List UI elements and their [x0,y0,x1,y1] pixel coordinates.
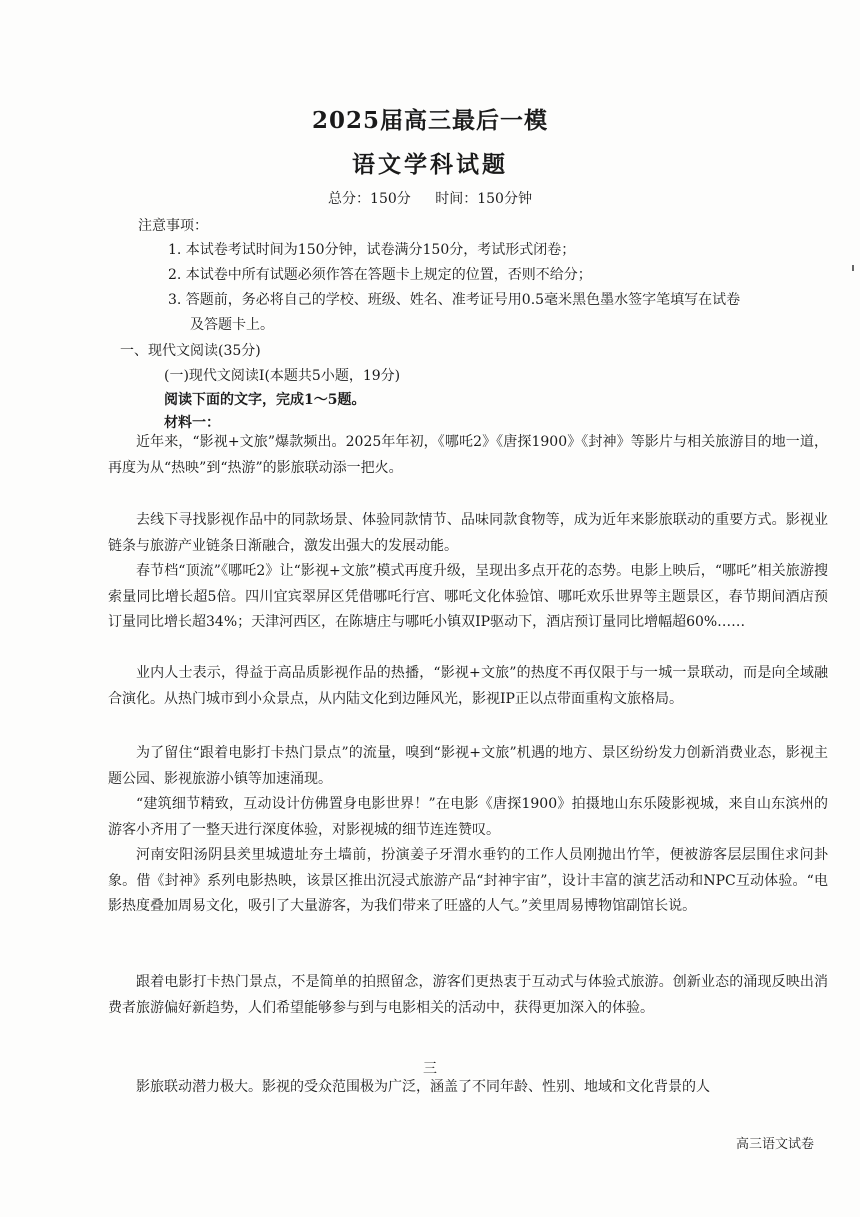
paragraph: 为了留住“跟着电影打卡热门景点”的流量，嗅到“影视+文旅”机遇的地方、景区纷纷发力创新消费业态，影视主题公园、影视旅游小镇等加速涌现。 [108,745,828,787]
material-label: 材料一： [164,415,220,431]
paragraph: 业内人士表示，得益于高品质影视作品的热播，“影视+文旅”的热度不再仅限于与一城一景联动，而是向全域融合演化。从热门城市到小众景点，从内陆文化到边陲风光，影视IP正以点带面重构文旅格局。 [108,665,828,707]
instruction: 阅读下面的文字，完成1～5题。 [164,392,366,408]
exam-time: 时间：150分钟 [435,191,532,207]
paragraph: “建筑细节精致，互动设计仿佛置身电影世界！”在电影《唐探1900》拍摄地山东乐陵影视城，来自山东滨州的游客小齐用了一整天进行深度体验，对影视城的细节连连赞叹。 [108,796,828,838]
exam-title: 2025届高三最后一模 [311,107,548,134]
section-title: 一、现代文阅读(35分) [120,343,261,359]
notice-item: 1. 本试卷考试时间为150分钟，试卷满分150分，考试形式闭卷； [168,242,576,258]
paragraph: 去线下寻找影视作品中的同款场景、体验同款情节、品味同款食物等，成为近年来影旅联动的重要方式。影视业链条与旅游产业链条日渐融合，激发出强大的发展动能。 [108,512,828,554]
total-score: 总分：150分 [328,191,411,207]
notice-item: 2. 本试卷中所有试题必须作答在答题卡上规定的位置，否则不给分； [168,267,592,283]
paragraph: 影旅联动潜力极大。影视的受众范围极为广泛，涵盖了不同年龄、性别、地域和文化背景的人 [136,1079,710,1095]
notice-item: 3. 答题前，务必将自己的学校、班级、姓名、准考证号用0.5毫米黑色墨水签字笔填写在试卷 [168,292,741,308]
stray-mark [852,265,854,271]
paragraph: 近年来，“影视+文旅”爆款频出。2025年年初，《哪吒2》《唐探1900》《封神》等影片与相关旅游目的地一道，再度为从“热映”到“热游”的影旅联动添一把火。 [108,434,828,476]
paragraph: 河南安阳汤阴县羑里城遗址夯土墙前，扮演姜子牙渭水垂钓的工作人员刚抛出竹竿，便被游客层层围住求问卦象。借《封神》系列电影热映，该景区推出沉浸式旅游产品“封神宇宙”，设计丰富的演艺活动和NPC互动体验。“电影热度叠加周易文化，吸引了大量游客，为我们带来了旺盛的人气。”羑里周易博物馆副馆长说。 [108,847,828,914]
exam-meta [0,188,860,208]
notice-heading: 注意事项： [138,218,208,234]
notice-item: 及答题卡上。 [190,317,274,333]
section-subtitle: (一)现代文阅读Ⅰ(本题共5小题，19分) [164,368,401,384]
paragraph: 春节档“顶流”《哪吒2》让“影视+文旅”模式再度升级，呈现出多点开花的态势。电影上映后，“哪吒”相关旅游搜索量同比增长超5倍。四川宜宾翠屏区凭借哪吒行宫、哪吒文化体验馆、哪吒欢乐世界等主题景区，春节期间酒店预订量同比增长超34%；天津河西区，在陈塘庄与哪吒小镇双IP驱动下，酒店预订量同比增幅超60%…… [108,563,828,630]
paragraph: 跟着电影打卡热门景点，不是简单的拍照留念，游客们更热衷于互动式与体验式旅游。创新业态的涌现反映出消费者旅游偏好新趋势，人们希望能够参与到与电影相关的活动中，获得更加深入的体验。 [108,974,828,1016]
section-mark: 三 [423,1061,437,1077]
exam-subject: 语文学科试题 [352,151,508,178]
page-footer: 高三语文试卷 [735,1137,814,1152]
